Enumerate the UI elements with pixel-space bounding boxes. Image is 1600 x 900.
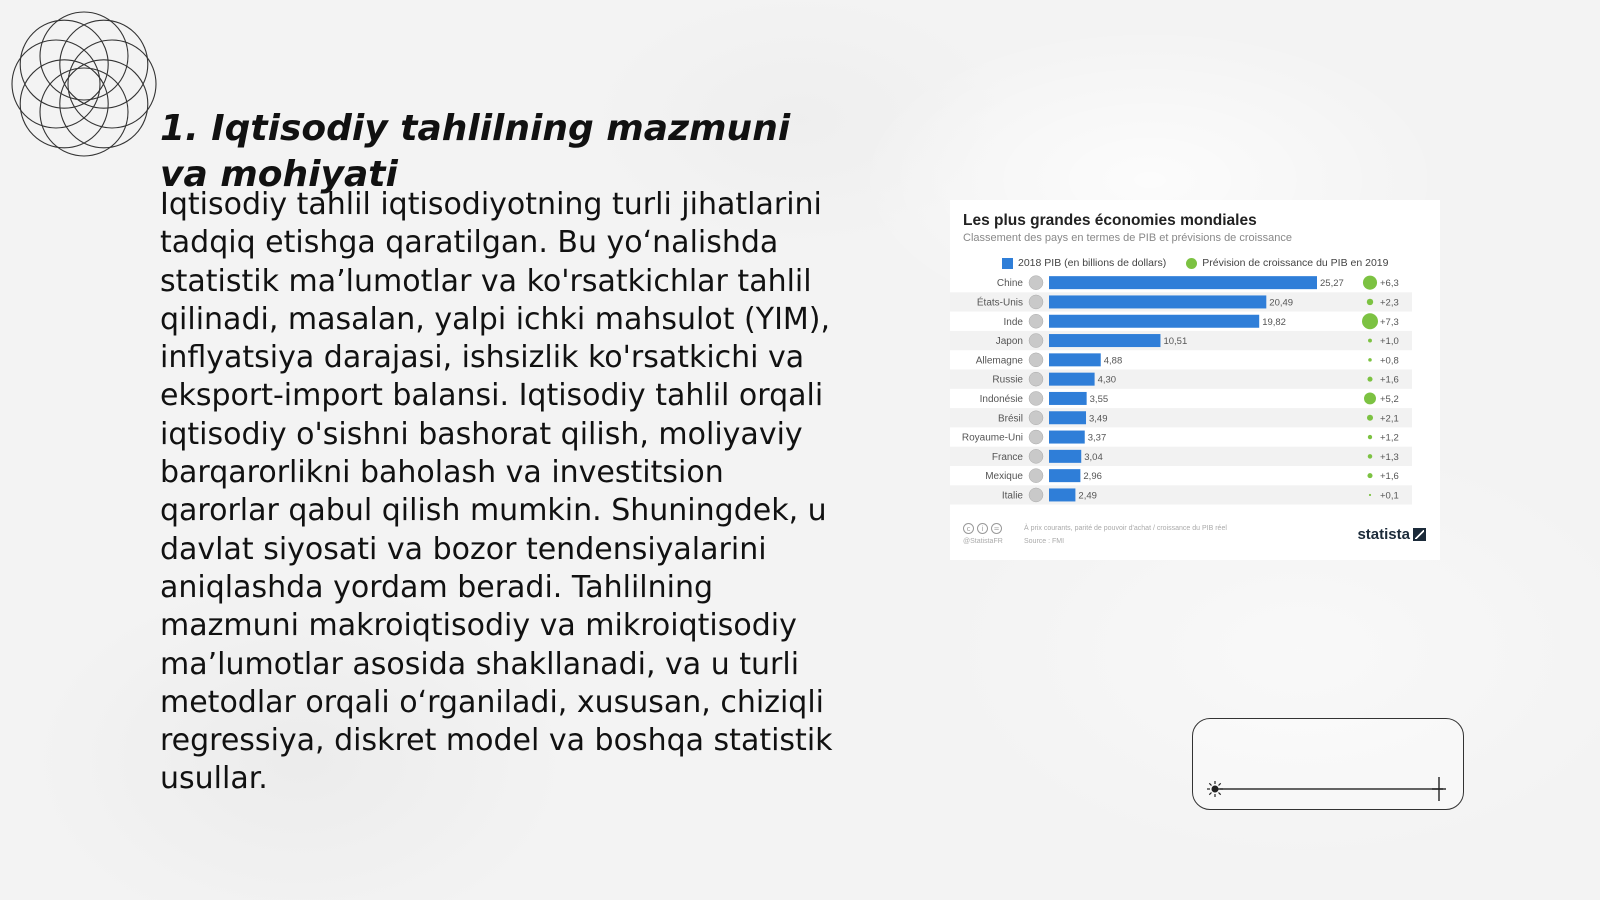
gdp-value-label: 4,88 <box>1103 355 1123 367</box>
category-label: Inde <box>1003 316 1023 328</box>
gdp-bar <box>1049 295 1266 308</box>
gdp-bar <box>1049 392 1087 405</box>
gdp-bar <box>1049 353 1101 366</box>
interlocking-circles-icon <box>10 10 158 158</box>
license-label: @StatistaFR <box>963 538 1003 545</box>
category-label: Mexique <box>985 471 1023 483</box>
gdp-value-label: 3,04 <box>1084 451 1103 463</box>
category-label: États-Unis <box>976 297 1023 309</box>
gdp-bar <box>1049 334 1160 347</box>
growth-value-label: +2,1 <box>1380 413 1399 425</box>
legend-item-growth <box>1186 256 1388 270</box>
gdp-value-label: 4,30 <box>1097 374 1117 386</box>
gdp-value-label: 2,49 <box>1078 490 1097 502</box>
crosshair-icon[interactable] <box>1432 777 1446 801</box>
legend-item-gdp <box>1002 256 1166 270</box>
chart-source: Source : FMI <box>1024 538 1065 545</box>
category-label: Russie <box>992 374 1023 386</box>
flag-icon <box>1029 276 1043 290</box>
chart-subtitle: Classement des pays en termes de PIB et prévisions de croissance <box>963 232 1292 244</box>
license-icons <box>963 523 1002 534</box>
flag-icon <box>1029 488 1043 502</box>
category-label: Indonésie <box>979 393 1023 405</box>
growth-dot <box>1362 313 1378 329</box>
growth-value-label: +1,0 <box>1380 336 1399 348</box>
slider-track[interactable] <box>1193 719 1465 811</box>
brand-logo <box>1357 526 1426 543</box>
gdp-bar <box>1049 431 1085 444</box>
slide-body-text: Iqtisodiy tahlil iqtisodiyotning turli jihatlarini tadqiq etishga qaratilgan. Bu yo‘nalishda statistik ma’lumotlar va ko'rsatkichlar tahlil qilinadi, masalan, yalpi ichki mahsulot (YIM), inflyatsiya darajasi, ishsizlik ko'rsatkichi va eksport-import balansi. Iqtisodiy tahlil orqali iqtisodiy o'sishni bashorat qilish, moliyaviy barqarorlikni baholash va investitsion qarorlar qabul qilish mumkin. Shuningdek, u davlat siyosati va bozor tendensiyalarini aniqlashda yordam beradi. Tahlilning mazmuni makroiqtisodiy va mikroiqtisodiy ma’lumotlar asosida shakllanadi, va u turli metodlar orqali o‘rganiladi, xususan, chiziqli regressiya, diskret model va boshqa statistik usullar. <box>160 187 833 797</box>
gdp-value-label: 3,55 <box>1089 393 1109 405</box>
flag-icon <box>1029 391 1043 405</box>
gdp-value-label: 20,49 <box>1269 297 1294 309</box>
nd-icon: = <box>991 523 1002 534</box>
chart-card <box>950 200 1440 560</box>
growth-value-label: +1,6 <box>1380 471 1399 483</box>
category-label: Royaume-Uni <box>961 432 1023 444</box>
flag-icon <box>1029 411 1043 425</box>
gdp-bar <box>1049 411 1086 424</box>
flag-icon <box>1029 353 1043 367</box>
growth-dot <box>1369 494 1371 496</box>
legend-label-growth: Prévision de croissance du PIB en 2019 <box>1202 257 1389 269</box>
gdp-bar <box>1049 450 1081 463</box>
gdp-bar <box>1049 373 1095 386</box>
gdp-bar <box>1049 488 1075 501</box>
brand-mark-icon <box>1413 528 1426 541</box>
by-icon: i <box>977 523 988 534</box>
category-label: France <box>991 451 1023 463</box>
legend-label-gdp: 2018 PIB (en billions de dollars) <box>1018 257 1167 269</box>
growth-value-label: +1,2 <box>1380 432 1399 444</box>
flag-icon <box>1029 295 1043 309</box>
chart-title: Les plus grandes économies mondiales <box>963 212 1257 229</box>
growth-value-label: +6,3 <box>1380 278 1399 290</box>
flag-icon <box>1029 449 1043 463</box>
growth-dot <box>1367 299 1373 305</box>
growth-dot <box>1367 377 1372 382</box>
growth-dot <box>1367 415 1373 421</box>
flag-icon <box>1029 334 1043 348</box>
gdp-value-label: 10,51 <box>1163 336 1188 348</box>
growth-value-label: +0,8 <box>1380 355 1399 367</box>
growth-value-label: +7,3 <box>1380 316 1399 328</box>
gdp-value-label: 2,96 <box>1083 471 1102 483</box>
category-label: Brésil <box>997 413 1023 425</box>
category-label: Japon <box>995 336 1023 348</box>
growth-value-label: +0,1 <box>1380 490 1399 502</box>
gdp-value-label: 19,82 <box>1262 316 1286 328</box>
bar-chart <box>950 200 1440 560</box>
growth-value-label: +2,3 <box>1380 297 1399 309</box>
flag-icon <box>1029 372 1043 386</box>
gdp-bar <box>1049 315 1259 328</box>
growth-dot <box>1368 339 1372 343</box>
growth-dot <box>1368 454 1372 458</box>
growth-value-label: +1,6 <box>1380 374 1399 386</box>
gdp-value-label: 3,37 <box>1087 432 1107 444</box>
growth-value-label: +5,2 <box>1380 393 1399 405</box>
growth-dot <box>1368 358 1372 362</box>
gdp-value-label: 3,49 <box>1089 413 1108 425</box>
category-label: Chine <box>996 278 1023 290</box>
category-label: Allemagne <box>975 355 1023 367</box>
legend-swatch-gdp <box>1002 258 1013 269</box>
growth-value-label: +1,3 <box>1380 451 1399 463</box>
growth-dot <box>1367 473 1372 478</box>
chart-footnote: À prix courants, parité de pouvoir d'achat / croissance du PIB réel <box>1024 525 1227 532</box>
growth-dot <box>1368 435 1372 439</box>
growth-dot <box>1364 392 1376 404</box>
cc-icon: c <box>963 523 974 534</box>
gdp-value-label: 25,27 <box>1320 278 1344 290</box>
gdp-bar <box>1049 469 1080 482</box>
slide-title: 1. Iqtisodiy tahlilning mazmuni va mohiyati <box>160 108 791 195</box>
brand-name: statista <box>1357 526 1410 543</box>
flag-icon <box>1029 314 1043 328</box>
gdp-bar <box>1049 276 1317 289</box>
flag-icon <box>1029 469 1043 483</box>
flag-icon <box>1029 430 1043 444</box>
legend-swatch-growth <box>1186 258 1197 269</box>
chart-legend <box>1002 256 1388 270</box>
sun-icon[interactable] <box>1207 781 1223 797</box>
category-label: Italie <box>1001 490 1023 502</box>
slider-control[interactable] <box>1192 718 1464 810</box>
growth-dot <box>1363 276 1377 290</box>
